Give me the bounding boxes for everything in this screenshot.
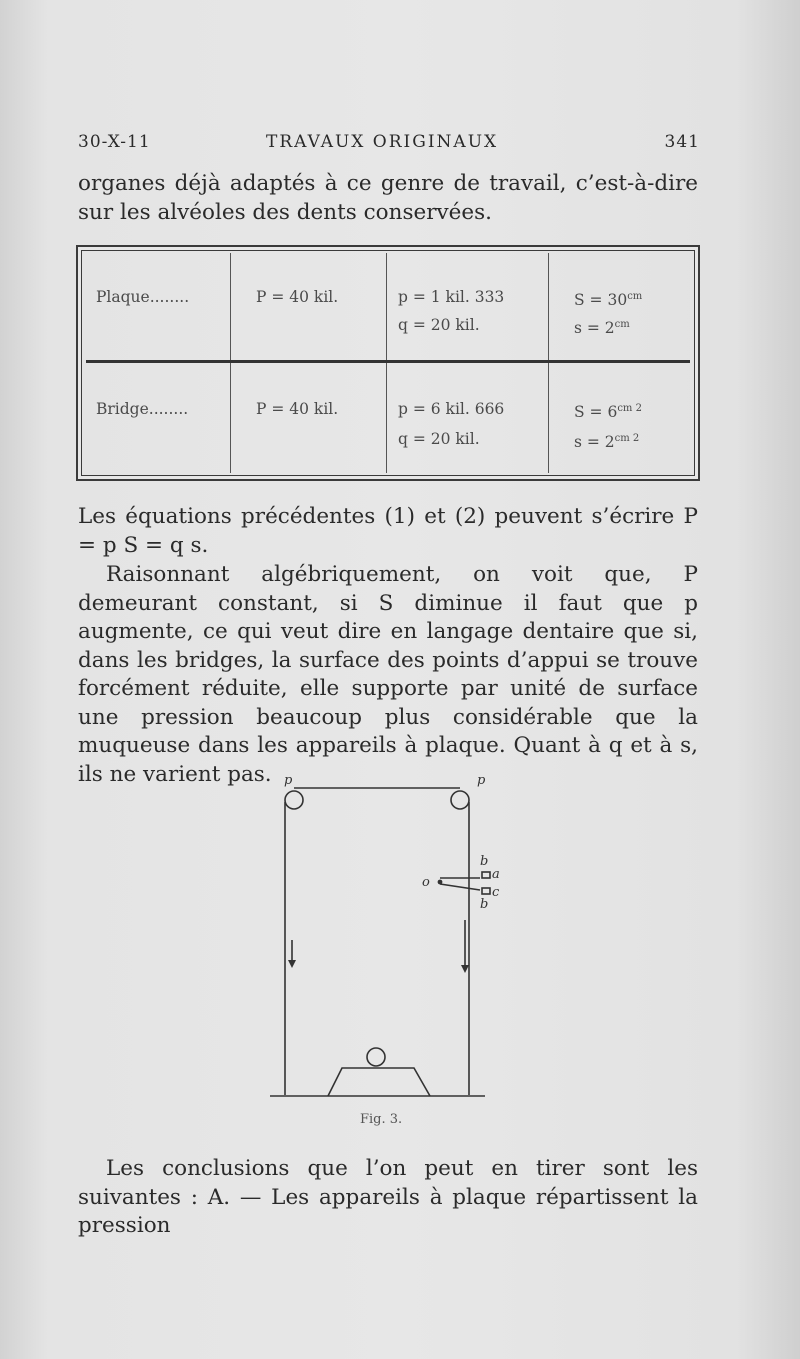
page-number: 341 [664,132,700,152]
plaque-q: q = 20 kil. [398,316,480,334]
intro-paragraph: organes déjà adaptés à ce genre de travail, c’est-à-dire sur les alvéoles des dents conservées. [78,171,698,225]
plaque-S-unit: cm [627,291,643,302]
equation-paragraph: Les équations précédentes (1) et (2) peuvent s’écrire P = p S = q s. [78,504,698,558]
pivot-point [438,880,443,885]
label-a: a [492,867,500,882]
plaque-s-unit: cm [614,319,630,330]
reasoning-paragraph: Raisonnant algébriquement, on voit que, P demeurant constant, si S diminue il faut que p augmente, ce qui veut dire en langage dentaire que si, dans les bridges, la surface des points d’appui se trouve forcément réduite, elle supporte par unité de surface une pression beaucoup plus considérable que la muqueuse dans les appareils à plaque. Quant à q et à s, ils ne varient pas. [78,562,698,787]
bridge-s-value: s = 2 [574,433,615,451]
label-b-bottom: b [480,897,489,912]
label-o: o [422,875,430,890]
plaque-p: p = 1 kil. 333 [398,288,505,306]
label-p-right: p [477,773,486,788]
bridge-q: q = 20 kil. [398,430,480,448]
figure-caption: Fig. 3. [360,1112,403,1127]
table-divider [548,253,549,473]
label-p-left: p [284,773,293,788]
bottom-wheel [367,1048,385,1066]
lever-bottom [440,884,480,890]
label-c: c [492,885,500,900]
plaque-s-value: s = 2 [574,319,615,337]
block-a [482,872,490,878]
conclusion-paragraph: Les conclusions que l’on peut en tirer sont les suivantes : A. — Les appareils à plaque répartissent la pression [78,1156,698,1238]
header-section-title: TRAVAUX ORIGINAUX [266,132,499,152]
block-c [482,888,490,894]
bridge-S [574,397,642,424]
pressure-table [76,245,700,481]
right-down-arrow [461,965,469,973]
plaque-S-value: S = 30 [574,291,628,309]
support-base [328,1068,430,1096]
bridge-p: p = 6 kil. 666 [398,400,505,418]
header-date: 30-X-11 [78,132,151,152]
row-label-plaque: Plaque........ [96,288,190,306]
left-pulley [285,791,303,809]
plaque-s [574,313,630,340]
table-divider [386,253,387,473]
row-label-bridge: Bridge........ [96,400,189,418]
bridge-s [574,427,639,454]
right-pulley [451,791,469,809]
label-b-top: b [480,854,489,869]
running-header [78,132,700,162]
bridge-S-value: S = 6 [574,403,618,421]
bridge-S-unit: cm 2 [617,403,642,414]
table-divider [230,253,231,473]
bridge-s-unit: cm 2 [614,433,640,444]
bridge-P: P = 40 kil. [256,400,339,418]
plaque-P: P = 40 kil. [256,288,339,306]
figure-3-diagram [270,770,500,1110]
plaque-S [574,285,642,312]
left-down-arrow [288,960,296,968]
table-row-separator [86,360,690,363]
